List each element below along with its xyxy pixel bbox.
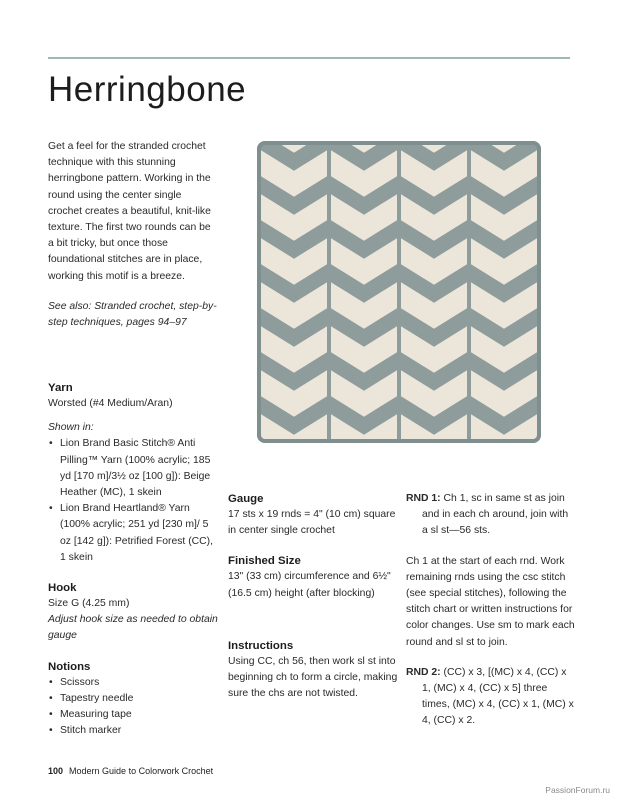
- round-2-label: RND 2:: [406, 666, 441, 678]
- notions-heading: Notions: [48, 660, 91, 673]
- round-2-text: (CC) x 3, [(MC) x 4, (CC) x 1, (MC) x 4, (CC) x 5] three times, (MC) x 4, (CC) x 1, (MC) x 4, (CC) x 2.: [422, 666, 574, 727]
- gauge-heading: Gauge: [228, 493, 264, 505]
- hook-heading: Hook: [48, 582, 77, 595]
- yarn-list: [48, 436, 218, 566]
- watermark: PassionForum.ru: [545, 785, 610, 795]
- notions-list: [48, 675, 218, 740]
- hook-note: Adjust hook size as needed to obtain gauge: [48, 614, 218, 642]
- header-rule: [48, 57, 570, 59]
- finished-size-heading: Finished Size: [228, 555, 301, 568]
- round-1-text: Ch 1, sc in same st as join and in each ch around, join with a sl st—56 sts.: [422, 493, 569, 537]
- page-number: 100: [48, 766, 64, 776]
- intro-section: [48, 139, 218, 331]
- round-1-label: RND 1:: [406, 493, 441, 504]
- book-title: Modern Guide to Colorwork Crochet: [69, 766, 214, 776]
- shown-in-label: Shown in:: [48, 422, 94, 434]
- intro-paragraph: Get a feel for the stranded crochet technique with this stunning herringbone pattern. Working in the round using the center single crochet creates a beautiful, knit-like texture. The first two rounds can be a bit tricky, but once those foundational stitches are in place, working this motif is a breeze.: [48, 141, 211, 282]
- yarn-weight: Worsted (#4 Medium/Aran): [48, 398, 173, 409]
- herringbone-swatch-photo: [252, 137, 546, 447]
- see-also-note: See also: Stranded crochet, step-by-step techniques, pages 94–97: [48, 300, 217, 329]
- rounds-paragraph: Ch 1 at the start of each rnd. Work remaining rnds using the csc stitch (see special stitches), following the stitch chart or written instructions for color changes. Use sm to mark each round and sl st to join.: [406, 555, 575, 648]
- notion-item: • Tapestry needle: [48, 691, 218, 707]
- notion-item: • Stitch marker: [48, 723, 218, 739]
- yarn-heading: Yarn: [48, 382, 73, 394]
- notion-item: • Scissors: [48, 675, 218, 691]
- round-2: [406, 665, 576, 730]
- spine-line: [397, 137, 401, 447]
- spine-line: [327, 137, 331, 447]
- notion-item: • Measuring tape: [48, 707, 218, 723]
- page-title: Herringbone: [48, 70, 247, 109]
- hook-size: Size G (4.25 mm): [48, 598, 130, 610]
- finished-size-text: 13" (33 cm) circumference and 6½" (16.5 cm) height (after blocking): [228, 571, 391, 599]
- instructions-text: Using CC, ch 56, then work sl st into beginning ch to form a circle, making sure the chs are not twisted.: [228, 655, 398, 700]
- spine-line: [467, 137, 471, 447]
- rounds-column: [406, 491, 576, 730]
- yarn-item: • Lion Brand Heartland® Yarn (100% acrylic; 251 yd [230 m]/ 5 oz [142 g]): Petrified Forest (CC), 1 skein: [48, 501, 218, 566]
- gauge-text: 17 sts x 19 rnds = 4" (10 cm) square in center single crochet: [228, 509, 396, 537]
- yarn-item: • Lion Brand Basic Stitch® Anti Pilling™ Yarn (100% acrylic; 185 yd [170 m]/3½ oz [100 g]): Beige Heather (MC), 1 skein: [48, 436, 218, 501]
- specs-column: [228, 491, 398, 702]
- materials-column: [48, 380, 218, 739]
- instructions-heading: Instructions: [228, 639, 294, 652]
- round-1: [406, 491, 576, 540]
- page-footer: [48, 766, 213, 776]
